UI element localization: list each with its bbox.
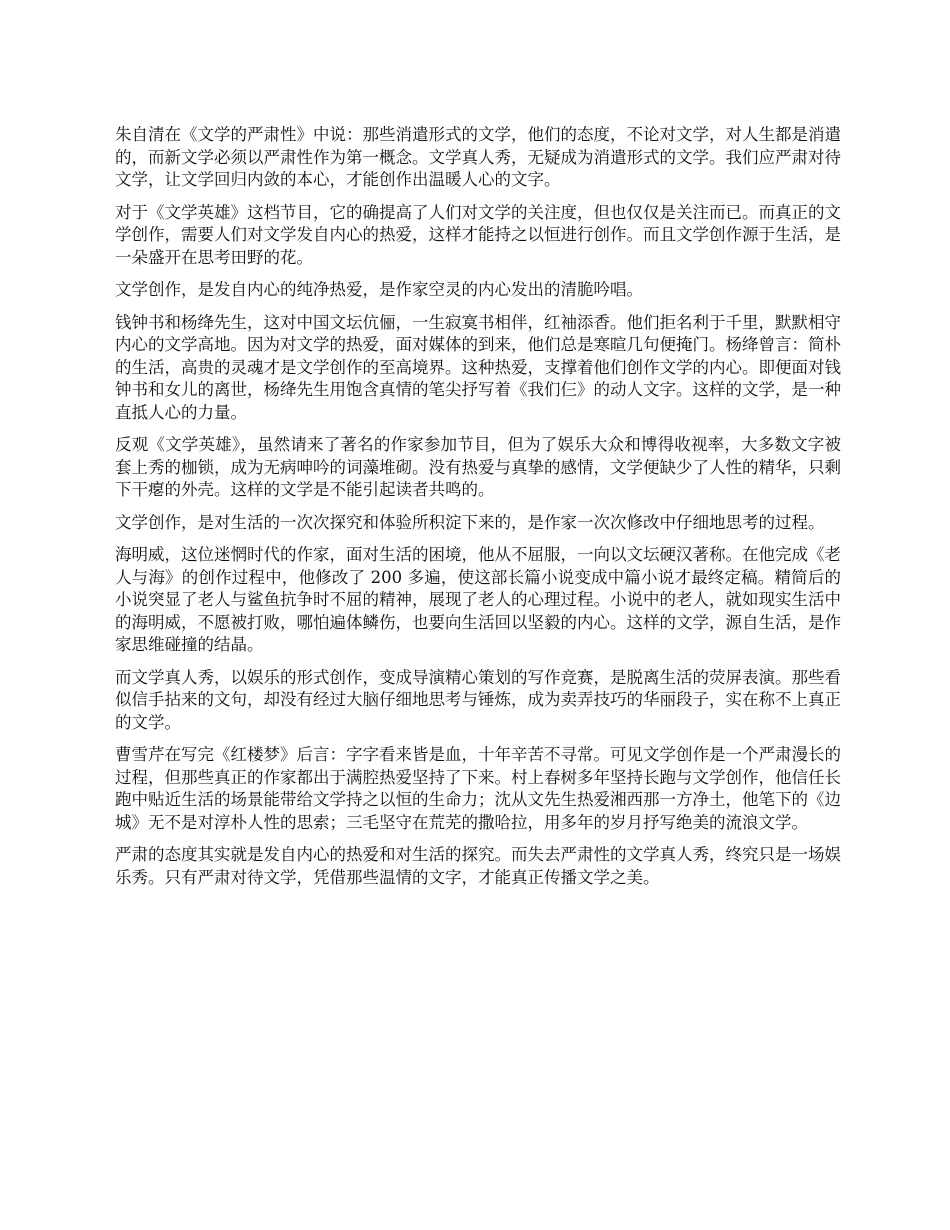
paragraph-3: 文学创作，是发自内心的纯净热爱，是作家空灵的内心发出的清脆吟唱。 bbox=[115, 280, 643, 299]
paragraph-9: 曹雪芹在写完《红楼梦》后言：字字看来皆是血，十年辛苦不寻常。可见文学创作是一个严肃漫长的过程，但那些真正的作家都出于满腔热爱坚持了下来。村上春树多年坚持长跑与文学创作，他信任长跑中贴近生活的场景能带给文学持之以恒的生命力；沈从文先生热爱湘西那一方净土，他笔下的《边城》无不是对淳朴人性的思索；三毛坚守在荒芜的撒哈拉，用多年的岁月抒写绝美的流浪文学。 bbox=[115, 745, 841, 832]
paragraph-1: 朱自清在《文学的严肃性》中说：那些消遣形式的文学，他们的态度，不论对文学，对人生都是消遣的，而新文学必须以严肃性作为第一概念。文学真人秀，无疑成为消遣形式的文学。我们应严肃对待文学，让文学回归内敛的本心，才能创作出温暖人心的文字。 bbox=[115, 125, 841, 189]
paragraph-2: 对于《文学英雄》这档节目，它的确提高了人们对文学的关注度，但也仅仅是关注而已。而真正的文学创作，需要人们对文学发自内心的热爱，这样才能持之以恒进行创作。而且文学创作源于生活，是一朵盛开在思考田野的花。 bbox=[115, 202, 841, 267]
paragraph-10: 严肃的态度其实就是发自内心的热爱和对生活的探究。而失去严肃性的文学真人秀，终究只是一场娱乐秀。只有严肃对待文学，凭借那些温情的文字，才能真正传播文学之美。 bbox=[115, 845, 841, 887]
paragraph-6: 文学创作，是对生活的一次次探究和体验所积淀下来的，是作家一次次修改中仔细地思考的过程。 bbox=[115, 512, 825, 532]
document-body bbox=[115, 124, 841, 899]
paragraph-7: 海明威，这位迷惘时代的作家，面对生活的困境，他从不屈服，一向以文坛硬汉著称。在他完成《老人与海》的创作过程中，他修改了 200 多遍，使这部长篇小说变成中篇小说才最终定稿。精简后的小说突显了老人与鲨鱼抗争时不屈的精神，展现了老人的心理过程。小说中的老人，就如现实生活中的海明威，不愿被打败，哪怕遍体鳞伤，也要向生活回以坚毅的内心。这样的文学，源自生活，是作家思维碰撞的结晶。 bbox=[115, 545, 841, 654]
paragraph-8: 而文学真人秀，以娱乐的形式创作，变成导演精心策划的写作竞赛，是脱离生活的荧屏表演。那些看似信手拈来的文句，却没有经过大脑仔细地思考与锤炼，成为卖弄技巧的华丽段子，实在称不上真正的文学。 bbox=[115, 667, 841, 732]
paragraph-4: 钱钟书和杨绛先生，这对中国文坛伉俪，一生寂寞书相伴，红袖添香。他们拒名利于千里，默默相守内心的文学高地。因为对文学的热爱，面对媒体的到来，他们总是寒暄几句便掩门。杨绛曾言：简朴的生活，高贵的灵魂才是文学创作的至高境界。这种热爱，支撑着他们创作文学的内心。即便面对钱钟书和女儿的离世，杨绛先生用饱含真情的笔尖抒写着《我们仨》的动人文字。这样的文学，是一种直抵人心的力量。 bbox=[115, 312, 841, 422]
paragraph-5: 反观《文学英雄》，虽然请来了著名的作家参加节目，但为了娱乐大众和博得收视率，大多数文字被套上秀的枷锁，成为无病呻吟的词藻堆砌。没有热爱与真挚的感情，文学便缺少了人性的精华，只剩下干瘪的外壳。这样的文学是不能引起读者共鸣的。 bbox=[115, 435, 841, 499]
